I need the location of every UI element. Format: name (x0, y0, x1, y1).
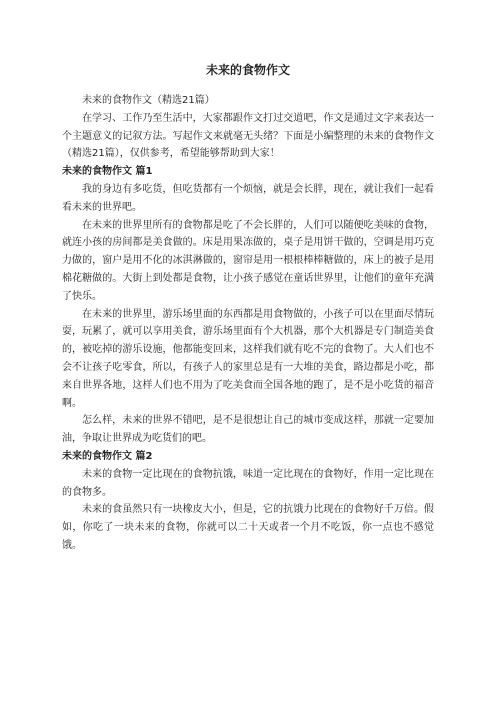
document-page (62, 62, 434, 555)
section-heading-1: 未来的食物作文 篇1 (62, 166, 153, 178)
section2-paragraph-1: 未来的食物一定比现在的食物抗饿，味道一定比现在的食物好，作用一定比现在的食物多。 (62, 468, 434, 498)
document-title: 未来的食物作文 (205, 63, 290, 77)
section1-paragraph-1: 我的身边有多吃货，但吃货都有一个烦恼，就是会长胖，现在，就让我们一起看看未来的世界吧。 (62, 183, 434, 213)
intro-paragraph-1: 未来的食物作文（精选21篇） (82, 95, 215, 106)
section1-paragraph-4: 怎么样，未来的世界不错吧，是不是很想让自己的城市变成这样，那就一定要加油，争取让世界成为吃货们的吧。 (62, 415, 434, 445)
section1-paragraph-2: 在未来的世界里所有的食物都是吃了不会长胖的，人们可以随便吃美味的食物，就连小孩的房间都是美食做的。床是用果冻做的，桌子是用饼干做的，空调是用巧克力做的，窗户是用不化的冰淇淋做的，窗帘是用一根根棒棒糖做的，床上的被子是用棉花糖做的。大街上到处都是食物，让小孩子感觉在童话世界里，让他们的童年充满了快乐。 (62, 219, 434, 302)
section1-paragraph-3: 在未来的世界里，游乐场里面的东西都是用食物做的，小孩子可以在里面尽情玩耍，玩累了，就可以享用美食，游乐场里面有个大机器，那个大机器是专门制造美食的，被吃掉的游乐设施，他都能变回来，这样我们就有吃不完的食物了。大人们也不会不让孩子吃零食，所以，有孩子人的家里总是有一大堆的美食，路边都是小吃，都来自世界各地，这样人们也不用为了吃美食而全国各地的跑了，是不是小吃货的福音啊。 (62, 308, 434, 409)
section-heading-2: 未来的食物作文 篇2 (62, 450, 153, 462)
intro-paragraph-2: 在学习、工作乃至生活中，大家都跟作文打过交道吧，作文是通过文字来表达一个主题意义的记叙方法。写起作文来就毫无头绪？下面是小编整理的未来的食物作文（精选21篇），仅供参考，希望能够帮助到大家！ (62, 112, 434, 160)
section2-paragraph-2: 未来的食虽然只有一块橡皮大小，但是，它的抗饿力比现在的食物好千万倍。假如，你吃了一块未来的食物，你就可以二十天或者一个月不吃饭，你一点也不感觉饿。 (62, 504, 434, 551)
